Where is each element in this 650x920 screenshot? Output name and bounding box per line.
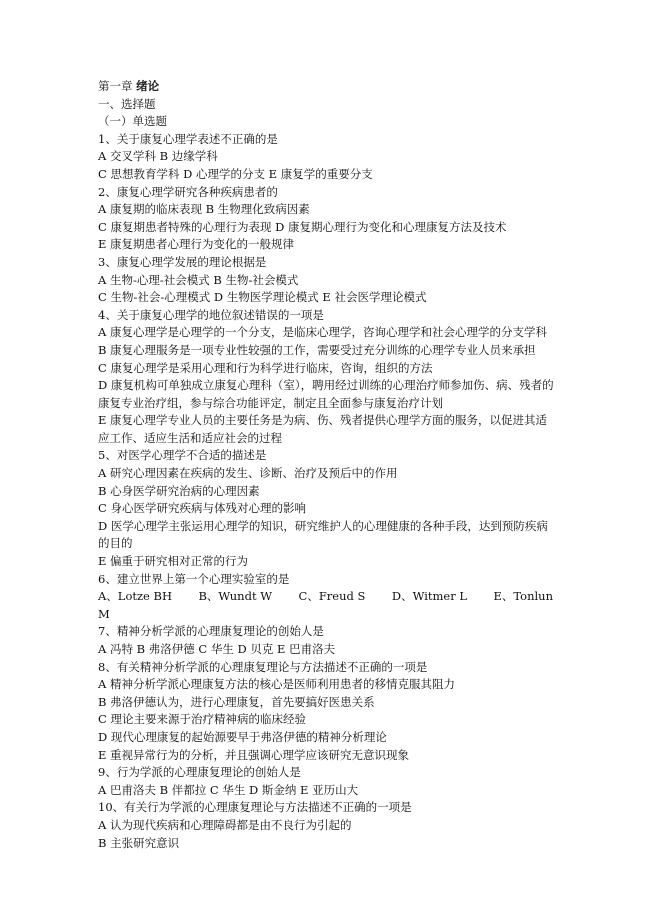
q2-stem: 2、康复心理学研究各种疾病患者的 (98, 184, 278, 199)
q5-option-e: E 偏重于研究相对正常的行为 (98, 554, 249, 569)
q4-option-d: D 康复机构可单独成立康复心理科（室），聘用经过训练的心理治疗师参加伤、病、残者的康复专业治疗组，参与综合功能评定，制定且全面参与康复治疗计划 (98, 378, 554, 410)
q8-stem: 8、有关精神分析学派的心理康复理论与方法描述不正确的一项是 (98, 659, 428, 674)
q4-option-a: A 康复心理学是心理学的一个分支，是临床心理学，咨询心理学和社会心理学的分支学科 (98, 325, 547, 340)
q3-stem: 3、康复心理学发展的理论根据是 (98, 254, 267, 269)
q6-option-wrap: M (98, 606, 110, 621)
q9-options: A 巴甫洛夫 B 伴都拉 C 华生 D 斯金纳 E 亚历山大 (98, 782, 359, 797)
q6-option-c: C、Freud S (298, 589, 366, 604)
q7-stem: 7、精神分析学派的心理康复理论的创始人是 (98, 624, 324, 639)
q2-option-e: E 康复期患者心理行为变化的一般规律 (98, 237, 295, 252)
subsection-heading: （一）单选题 (98, 114, 167, 129)
q5-option-c: C 身心医学研究疾病与体残对心理的影响 (98, 501, 306, 516)
q1-options-ab: A 交叉学科 B 边缘学科 (98, 149, 218, 164)
q6-option-b: B、Wundt W (198, 589, 273, 604)
q5-stem: 5、对医学心理学不合适的描述是 (98, 448, 267, 463)
q5-option-b: B 心身医学研究治病的心理因素 (98, 483, 260, 498)
q1-options-cde: C 思想教育学科 D 心理学的分支 E 康复学的重要分支 (98, 166, 373, 181)
q8-option-c: C 理论主要来源于治疗精神病的临床经验 (98, 712, 306, 727)
q10-stem: 10、有关行为学派的心理康复理论与方法描述不正确的一项是 (98, 800, 412, 815)
q5-option-a: A 研究心理因素在疾病的发生、诊断、治疗及预后中的作用 (98, 466, 398, 481)
q6-option-d: D、Witmer L (391, 589, 468, 604)
q4-option-e: E 康复心理学专业人员的主要任务是为病、伤、残者提供心理学方面的服务，以促进其适应工作、适应生活和适应社会的过程 (98, 413, 548, 445)
q9-stem: 9、行为学派的心理康复理论的创始人是 (98, 765, 301, 780)
chapter-prefix: 第一章 (98, 79, 133, 93)
q5-option-d: D 医学心理学主张运用心理学的知识，研究维护人的心理健康的各种手段，达到预防疾病的目的 (98, 518, 548, 551)
q6-option-a: A、Lotze BH (98, 589, 172, 604)
chapter-title: 绪论 (136, 79, 160, 93)
q8-option-a: A 精神分析学派心理康复方法的核心是医师利用患者的移情克服其阻力 (98, 677, 455, 692)
q8-option-e: E 重视异常行为的分析，并且强调心理学应该研究无意识现象 (98, 747, 410, 762)
q4-option-b: B 康复心理服务是一项专业性较强的工作，需要受过充分训练的心理学专业人员来承担 (98, 342, 536, 357)
q4-option-c: C 康复心理学是采用心理和行为科学进行临床，咨询，组织的方法 (98, 360, 433, 375)
q8-option-d: D 现代心理康复的起始源要早于弗洛伊德的精神分析理论 (98, 729, 387, 744)
q8-option-b: B 弗洛伊德认为，进行心理康复，首先要搞好医患关系 (98, 694, 375, 709)
document-body (98, 78, 558, 852)
q10-option-a: A 认为现代疾病和心理障碍都是由不良行为引起的 (98, 817, 352, 832)
q10-option-b: B 主张研究意识 (98, 835, 180, 850)
q6-options (98, 588, 553, 606)
q4-stem: 4、关于康复心理学的地位叙述错误的一项是 (98, 307, 324, 322)
q6-stem: 6、建立世界上第一个心理实验室的是 (98, 571, 290, 586)
section-heading: 一、选择题 (98, 96, 156, 111)
chapter-heading (98, 78, 558, 96)
q6-option-e: E、Tonlun (493, 589, 553, 604)
q3-options-ab: A 生物-心理-社会模式 B 生物-社会模式 (98, 272, 299, 287)
q7-options: A 冯特 B 弗洛伊德 C 华生 D 贝克 E 巴甫洛夫 (98, 642, 336, 656)
q2-options-ab: A 康复期的临床表现 B 生物理化致病因素 (98, 202, 310, 217)
q2-options-cd: C 康复期患者特殊的心理行为表现 D 康复期心理行为变化和心理康复方法及技术 (98, 219, 507, 234)
q3-options-cde: C 生物-社会-心理模式 D 生物医学理论模式 E 社会医学理论模式 (98, 290, 427, 305)
q1-stem: 1、关于康复心理学表述不正确的是 (98, 131, 278, 146)
